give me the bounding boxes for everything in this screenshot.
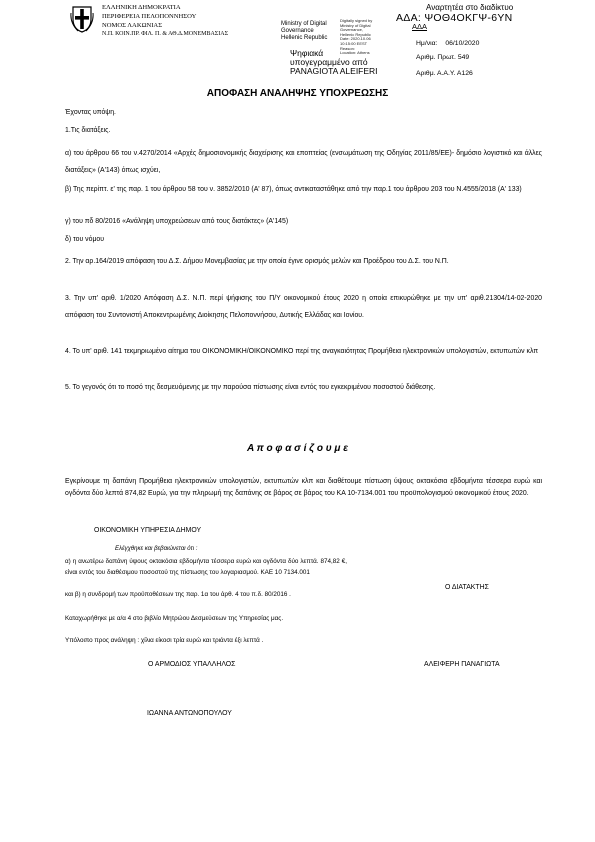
paragraph-5: 5. Το γεγονός ότι το ποσό της δεσμευόμενης με την παρούσα πίστωσης είναι εντός του εγκεκριμένου ποσοστού διάθεσης. (65, 384, 436, 391)
financial-d: Υπόλοιπο προς ανάληψη : χίλια είκοσι τρία ευρώ και τριάντα έξι λεπτά . (65, 637, 264, 644)
header-line: ΝΟΜΟΣ ΛΑΚΩΝΙΑΣ (102, 22, 163, 29)
aay-row: Αριθμ. Α.Α.Υ. Α126 (416, 70, 473, 77)
page-title: ΑΠΟΦΑΣΗ ΑΝΑΛΗΨΗΣ ΥΠΟΧΡΕΩΣΗΣ (206, 88, 389, 99)
digital-signer: Ψηφιακά υπογεγραμμένο από PANAGIOTA ALEIFERI (290, 48, 378, 76)
decision-heading: Α π ο φ α σ ί ζ ο υ μ ε (246, 443, 349, 454)
paragraph-a: α) του άρθρου 66 του ν.4270/2014 «Αρχές δημοσιονομικής διαχείρισης και εποπτείας (ενσωμάτωση της Οδηγίας 2011/85/ΕΕ)- δημόσιο λογιστικό και άλλες διατάξεις» (Α'143) όπως ισχύει, (65, 150, 542, 174)
provisions-heading: 1.Τις διατάξεις. (65, 127, 111, 134)
ministry-signature: Ministry of Digital Governance Hellenic Republic (281, 21, 328, 41)
financial-c: Καταχωρήθηκε με α/α 4 στο βιβλίο Μητρώου Δεσμεύσεων της Υπηρεσίας μας. (65, 615, 284, 622)
document-meta (416, 37, 479, 81)
diavgeia-note: Αναρτητέα στο διαδίκτυο (426, 3, 514, 12)
header-line: Ν.Π. ΚΟΙΝ.ΠΡ. ΦΙΛ. Π. & ΑΘ.Δ.ΜΟΝΕΜΒΑΣΙΑΣ (102, 31, 229, 37)
financial-a: α) η ανωτέρω δαπάνη ύψους οκτακόσια εβδομήντα τέσσερα ευρώ και ογδόντα δύο λεπτά. 874,82 €, είναι εντός του διαθέσιμου ποσοστού της πίστωσης του λογαριασμού. ΚΑΕ 10 7134.001 (65, 558, 347, 576)
decision-text: Εγκρίνουμε τη δαπάνη Προμήθεια ηλεκτρονικών υπολογιστών, εκτυπωτών κλπ και διαθέτουμε πίστωση ύψους οκτακόσια εβδομήντα τέσσερα ευρώ και ογδόντα δύο λεπτά 874,82 Ευρώ, για την πληρωμή της δαπάνης σε βάρος σε βάρος του ΚΑ 10-7134.001 του προϋπολογισμού οικονομικού έτους 2020. (65, 478, 542, 497)
paragraph-d: δ) του νόμου (65, 236, 105, 243)
diataktis-title: Ο ΔΙΑΤΑΚΤΗΣ (445, 584, 489, 591)
header-line: ΠΕΡΙΦΕΡΕΙΑ ΠΕΛΟΠΟΝΝΗΣΟΥ (102, 13, 197, 20)
officer-name: ΙΩΑΝΝΑ ΑΝΤΩΝΟΠΟΥΛΟΥ (147, 710, 232, 717)
protocol-row: Αριθμ. Πρωτ. 549 (416, 54, 470, 61)
intro-text: Έχοντας υπόψη. (65, 109, 116, 116)
diataktis-name: ΑΛΕΙΦΕΡΗ ΠΑΝΑΓΙΩΤΑ (424, 661, 500, 668)
financial-b: και β) η συνδρομή των προϋποθέσεων της παρ. 1α του άρθ. 4 του π.δ. 80/2016 . (65, 591, 291, 598)
paragraph-3: 3. Την υπ' αριθ. 1/2020 Απόφαση Δ.Σ. Ν.Π. περί ψήφισης του Π/Υ οικονομικού έτους 2020 η οποία επικυρώθηκε με την υπ' αριθ.21304/14-02-2020 απόφαση του Συντονιστή Αποκεντρωμένης Διοίκησης Πελοποννήσου, Δυτικής Ελλάδας και Ιονίου. (65, 295, 542, 319)
financial-checked: Ελέγχθηκε και βεβαιώνεται ότι : (115, 546, 198, 552)
header-authority (102, 3, 228, 39)
officer-title: Ο ΑΡΜΟΔΙΟΣ ΥΠΑΛΛΗΛΟΣ (148, 661, 236, 668)
signature-fine-print: Digitally signed by Ministry of Digital Governance, Hellenic Republic Date: 2020.10.06 10:15:00 EEST Reason: Location: Athens (340, 18, 373, 56)
paragraph-2: 2. Την αρ.164/2019 απόφαση του Δ.Σ. Δήμου Μονεμβασίας με την οποία έγινε ορισμός μελών και Προέδρου του Δ.Σ. του Ν.Π. (65, 258, 449, 265)
greek-emblem (70, 5, 94, 33)
ada-underline-label: ΑΔΑ (412, 22, 428, 31)
paragraph-4: 4. Το υπ' αριθ. 141 τεκμηριωμένο αίτημα του ΟΙΚΟΝΟΜΙΚΗ/ΟΙΚΟΝΟΜΙΚΟ περί της αναγκαιότητας Προμήθεια ηλεκτρονικών υπολογιστών, εκτυπωτών κλπ (65, 348, 539, 355)
paragraph-c: γ) του πδ 80/2016 «Ανάληψη υποχρεώσεων από τους διατάκτες» (Α'145) (65, 218, 289, 225)
financial-heading: ΟΙΚΟΝΟΜΙΚΗ ΥΠΗΡΕΣΙΑ ΔΗΜΟΥ (94, 527, 202, 534)
header-line: ΕΛΛΗΝΙΚΗ ΔΗΜΟΚΡΑΤΙΑ (102, 4, 181, 11)
date-row: Ημ/νια: 06/10/2020 (416, 40, 480, 47)
paragraph-b: β) Της περίπτ. ε' της παρ. 1 του άρθρου 58 του ν. 3852/2010 (Α' 87), όπως αντικαταστάθηκε από την παρ.1 του άρθρου 203 του Ν.4555/2018 (Α' 133) (65, 186, 522, 193)
ada-code: ΑΔΑ: ΨΟΘ4ΟΚΓΨ-6ΥΝ (396, 12, 513, 24)
